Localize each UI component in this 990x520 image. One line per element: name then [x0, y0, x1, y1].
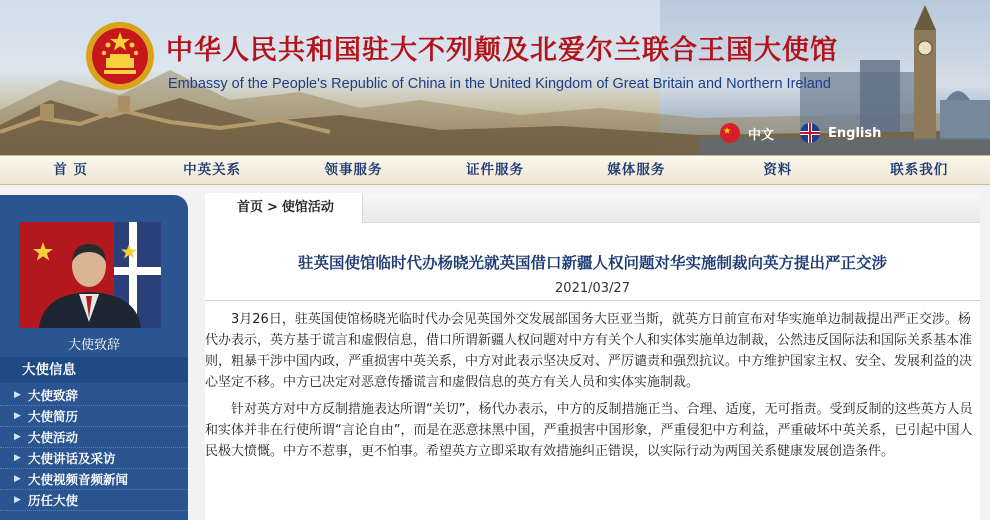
sidebar	[0, 195, 188, 520]
site-title-en: Embassy of the People's Republic of China in the United Kingdom of Great Britain and Northern Ireland	[168, 76, 831, 92]
sidebar-item-video-audio[interactable]	[0, 469, 188, 490]
sidebar-item-label: 大使讲话及采访	[28, 451, 116, 466]
sidebar-item-activities[interactable]	[0, 427, 188, 448]
arrow-bullet-icon: ▶	[14, 495, 21, 505]
nav-item-contact[interactable]: 联系我们	[890, 162, 949, 178]
china-flag-icon	[720, 123, 740, 143]
sidebar-item-label: 大使简历	[28, 409, 79, 424]
uk-flag-icon	[800, 123, 820, 143]
arrow-bullet-icon: ▶	[14, 432, 21, 442]
breadcrumb	[205, 193, 363, 223]
breadcrumb-home-link[interactable]: 首页	[237, 200, 264, 215]
sidebar-item-label: 大使视频音频新闻	[28, 472, 129, 487]
article-paragraph: 3月26日，驻英国使馆杨晓光临时代办会见英国外交发展部国务大臣亚当斯，就英方日前宣布对华实施单边制裁提出严正交涉。杨代办表示，英方基于谎言和虚假信息，借口所谓新疆人权问题对中方有关个人和实体实施单边制裁，公然违反国际法和国际关系基本准则，粗暴干涉中国内政，严重损害中英关系，中方对此表示坚决反对、严厉谴责和强烈抗议。中方维护国家主权、安全、发展利益的决心坚定不移。中方已决定对恶意传播谎言和虚假信息的英方有关人员和实体实施制裁。	[205, 312, 973, 390]
lang-en-label: English	[828, 125, 882, 141]
site-title-cn: 中华人民共和国驻大不列颠及北爱尔兰联合王国大使馆	[166, 35, 838, 66]
ambassador-photo-caption[interactable]: 大使致辞	[67, 338, 120, 353]
ambassador-portrait-image	[19, 222, 161, 328]
arrow-bullet-icon: ▶	[14, 474, 21, 484]
sidebar-item-former-ambassadors[interactable]	[0, 490, 188, 511]
divider	[205, 300, 980, 301]
nav-item-consular[interactable]: 领事服务	[324, 162, 383, 178]
ambassador-photo[interactable]	[19, 222, 161, 328]
national-emblem-icon	[84, 20, 156, 92]
nav-item-home[interactable]: 首 页	[53, 162, 89, 178]
arrow-bullet-icon: ▶	[14, 453, 21, 463]
breadcrumb-current[interactable]: 使馆活动	[281, 200, 334, 215]
sidebar-item-speech[interactable]	[0, 385, 188, 406]
page-body	[0, 185, 990, 520]
header-banner	[0, 0, 990, 155]
sidebar-item-label: 大使致辞	[28, 388, 79, 403]
lang-cn-label: 中文	[748, 127, 775, 143]
arrow-bullet-icon: ▶	[14, 411, 21, 421]
sidebar-item-speeches-interviews[interactable]	[0, 448, 188, 469]
main-content	[205, 193, 980, 520]
article-title: 驻英国使馆临时代办杨晓光就英国借口新疆人权问题对华实施制裁向英方提出严正交涉	[297, 254, 887, 272]
sidebar-item-label: 大使活动	[28, 430, 79, 445]
breadcrumb-bar	[205, 193, 980, 223]
sidebar-item-label: 历任大使	[28, 493, 79, 508]
nav-item-media[interactable]: 媒体服务	[607, 162, 666, 178]
main-nav	[0, 155, 990, 185]
sidebar-section-title: 大使信息	[0, 357, 188, 383]
article-date: 2021/03/27	[555, 281, 630, 296]
breadcrumb-separator: >	[267, 200, 278, 215]
arrow-bullet-icon: ▶	[14, 390, 21, 400]
nav-item-resources[interactable]: 资料	[763, 162, 793, 178]
sidebar-item-biography[interactable]	[0, 406, 188, 427]
lang-switch-cn[interactable]	[720, 123, 774, 143]
lang-switch-en[interactable]	[800, 123, 881, 143]
article-paragraph: 针对英方对中方反制措施表达所谓“关切”，杨代办表示，中方的反制措施正当、合理、适度，无可指责。受到反制的这些英方人员和实体并非在行使所谓“言论自由”，而是在恶意抹黑中国，严重损害中国形象，严重侵犯中方利益，严重破坏中英关系，已引起中国人民极大愤慨。中方不惹事，更不怕事。希望英方立即采取有效措施纠正错误，以实际行动为两国关系健康发展创造条件。	[205, 402, 973, 459]
nav-item-china-uk-relations[interactable]: 中英关系	[183, 162, 242, 178]
sidebar-menu	[0, 385, 188, 511]
nav-item-documents[interactable]: 证件服务	[465, 162, 524, 178]
